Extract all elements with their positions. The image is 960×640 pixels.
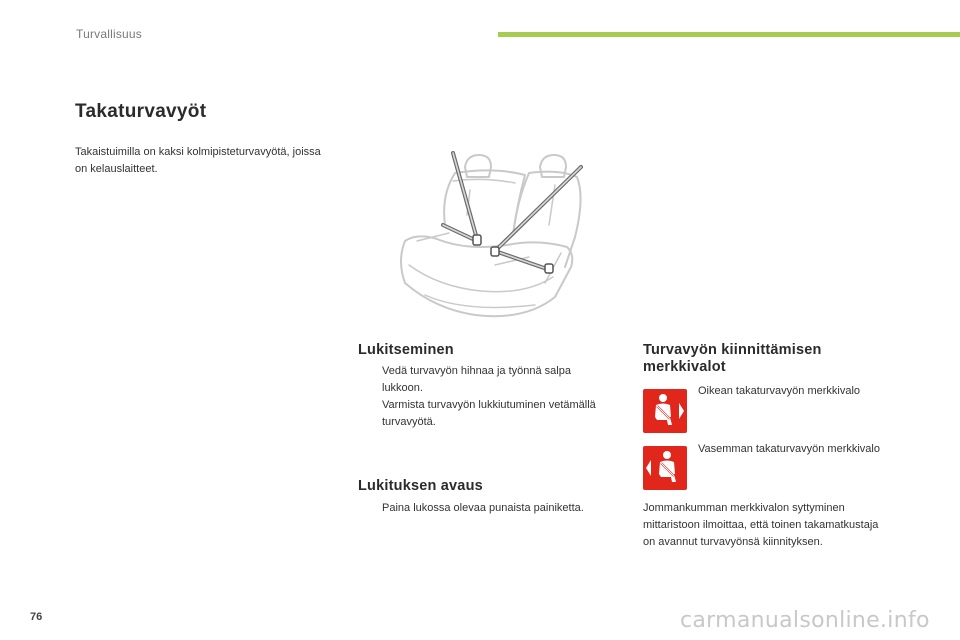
left-indicator-label: Vasemman takaturvavyön merkkivalo bbox=[698, 443, 880, 455]
list-item: Varmista turvavyön lukkiutuminen vetämällä turvavyötä. bbox=[382, 399, 596, 428]
page-title: Takaturvavyöt bbox=[75, 101, 207, 122]
section-label: Turvallisuus bbox=[76, 27, 142, 41]
list-item: Vedä turvavyön hihnaa ja työnnä salpa lukkoon. bbox=[382, 365, 571, 394]
indicator-note: Jommankumman merkkivalon syttyminen mittaristoon ilmoittaa, että toinen takamatkustaja on avannut turvavyönsä kiinnityksen. bbox=[643, 502, 879, 548]
rear-seat-belt-illustration bbox=[395, 145, 595, 327]
watermark: carmanualsonline.info bbox=[680, 608, 930, 633]
seatbelt-left-warning-icon bbox=[643, 446, 687, 490]
locking-heading: Lukitseminen bbox=[358, 342, 454, 358]
page-number: 76 bbox=[30, 611, 43, 623]
unlocking-steps bbox=[358, 500, 618, 517]
intro-text: Takaistuimilla on kaksi kolmipisteturvavyötä, joissa on kelauslaitteet. bbox=[75, 146, 321, 175]
indicators-heading: Turvavyön kiinnittämisen merkkivalot bbox=[643, 342, 822, 375]
right-indicator-label: Oikean takaturvavyön merkkivalo bbox=[698, 385, 861, 397]
list-item: Paina lukossa olevaa punaista painiketta. bbox=[382, 502, 584, 514]
section-accent-bar bbox=[498, 32, 960, 37]
locking-steps bbox=[358, 363, 613, 431]
unlocking-heading: Lukituksen avaus bbox=[358, 478, 483, 494]
seatbelt-right-warning-icon bbox=[643, 389, 687, 433]
